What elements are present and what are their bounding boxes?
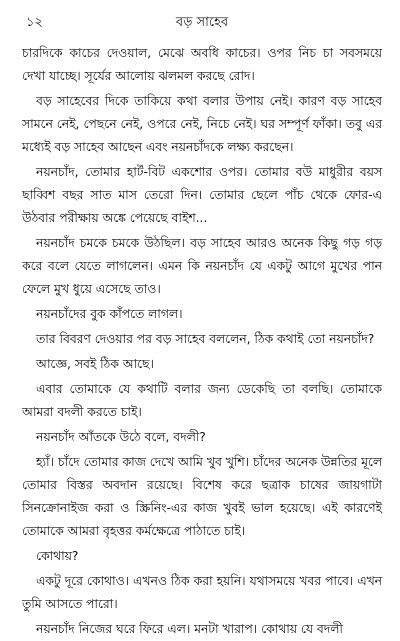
paragraph: নয়নচাঁদের বুক কাঁপতে লাগল।: [36, 307, 183, 321]
paragraph: হ্যাঁ। চাঁদে তোমার কাজ দেখে আমি খুব খুশি। চাঁদের অনেক উন্নতির মূলে তোমার বিস্তর অবদান রয়েছে। বিশেষ করে ছত্রাক চাষের জায়গাটা সিনক্রোনাইজ করা ও স্ক্রিনিং-এর কাজ খুবই ভাল হয়েছে। এই কারণেই তোমাকে আমরা বৃহত্তর কর্মক্ষেত্রে পাঠাতে চাই।: [22, 455, 382, 538]
paragraph: নয়নচাঁদ নিজের ঘরে ফিরে এল। মনটা খারাপ। কোথায় যে বদলী: [36, 622, 343, 636]
book-page: [22, 12, 382, 636]
paragraph: এবার তোমাকে যে কথাটি বলার জন্য ডেকেছি তা বলছি। তোমাকে আমরা বদলী করতে চাই।: [22, 382, 382, 419]
page-header: [22, 12, 382, 34]
paragraph: নয়নচাঁদ চমকে চমকে উঠছিল। বড় সাহেব আরও অনেক কিছু গড় গড় করে বলে যেতে লাগলেন। এমন কি নয়নচাঁদ যে একটু আগে মুখের পান ফেলে মুখ ধুয়ে এসেছে তাও।: [22, 236, 382, 296]
paragraph: কোথায়?: [36, 549, 79, 563]
running-title: বড় সাহেব: [175, 15, 229, 30]
page-body: [22, 42, 382, 641]
paragraph: একটু দূরে কোথাও। এখনও ঠিক করা হয়নি। যথাসময়ে খবর পাবে। এখন তুমি আসতে পারো।: [22, 574, 382, 611]
paragraph: বড় সাহেবের দিকে তাকিয়ে কথা বলার উপায় নেই। কারণ বড় সাহেব সামনে নেই, পেছনে নেই, ওপরে নেই, নিচে নেই। ঘর সম্পূর্ণ ফাঁকা। তবু এর মধ্যেই বড় সাহেব আছেন এবং নয়নচাঁদকে লক্ষ্য করছেন।: [22, 94, 382, 154]
paragraph: নয়নচাঁদ আঁতকে উঠে বলে, বদলী?: [36, 430, 206, 444]
paragraph: নয়নচাঁদ, তোমার হার্ট-বিট একশোর ওপর। তোমার বউ মাধুরীর বয়স ছাব্বিশ বছর সাত মাস তেরো দিন। তোমার ছেলে পাঁচ থেকে ফোর-এ উঠবার পরীক্ষায় অঙ্কে পেয়েছে বাইশ...: [22, 165, 382, 225]
paragraph: আজ্ঞে, সবই ঠিক আছে।: [36, 357, 154, 371]
paragraph: চারদিকে কাচের দেওয়াল, মেঝে অবধি কাচের। ওপর নিচ চা সবসময়ে দেখা যাচ্ছে। সূর্যের আলোয় ঝলমল করছে রোদ।: [22, 46, 382, 83]
page-number: ১২: [26, 15, 43, 30]
paragraph: তার বিবরণ দেওয়ার পর বড় সাহেব বললেন, ঠিক কথাই তো নয়নচাঁদ?: [36, 332, 375, 346]
